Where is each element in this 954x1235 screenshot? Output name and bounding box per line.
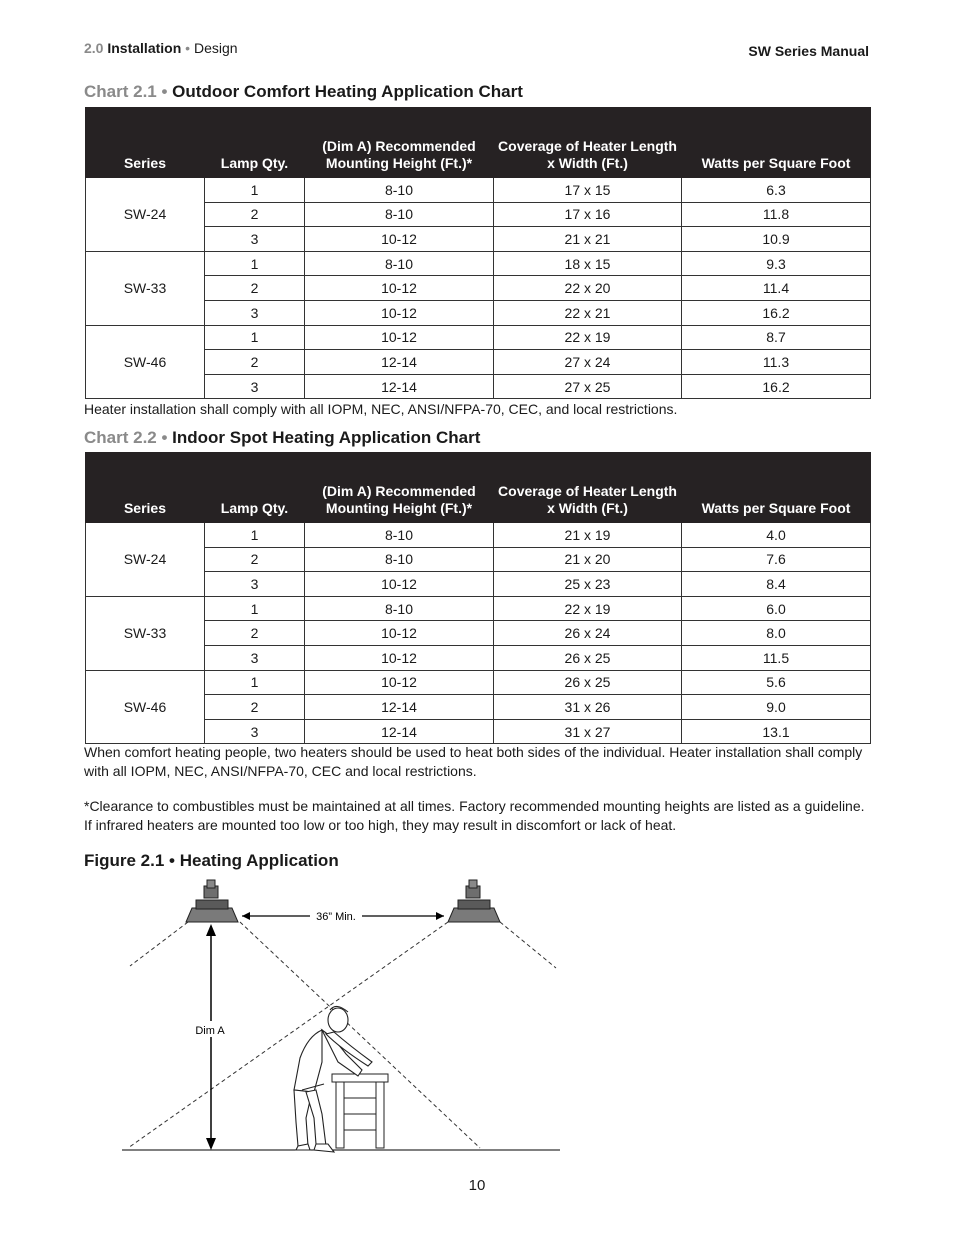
coverage-cell: 21 x 21: [494, 227, 682, 252]
coverage-cell: 22 x 20: [494, 276, 682, 301]
chart2-label: Chart 2.2 •: [84, 428, 168, 447]
subsection-name: Design: [193, 40, 238, 56]
coverage-cell: 31 x 27: [494, 719, 682, 744]
page-number: 10: [468, 1177, 486, 1194]
lamp-cell: 2: [205, 621, 305, 646]
section-breadcrumb: [84, 40, 238, 56]
coverage-cell: 22 x 21: [494, 300, 682, 325]
section-number: 2.0: [84, 40, 104, 56]
series-cell: SW-24: [86, 523, 205, 597]
column-header: Lamp Qty.: [205, 453, 305, 523]
heater-left: [186, 880, 238, 922]
coverage-cell: 18 x 15: [494, 251, 682, 276]
lamp-cell: 2: [205, 547, 305, 572]
coverage-line: [128, 922, 448, 1148]
chart1-note: Heater installation shall comply with all IOPM, NEC, ANSI/NFPA-70, CEC, and local restrictions.: [84, 401, 678, 417]
series-cell: SW-24: [86, 178, 205, 252]
lamp-cell: 1: [205, 523, 305, 548]
lamp-cell: 1: [205, 596, 305, 621]
height-cell: 12-14: [305, 374, 494, 399]
height-cell: 10-12: [305, 227, 494, 252]
height-cell: 8-10: [305, 202, 494, 227]
column-header: Coverage of Heater Length x Width (Ft.): [494, 108, 682, 178]
table-row: [86, 325, 871, 350]
watts-cell: 4.0: [682, 523, 871, 548]
height-cell: 10-12: [305, 572, 494, 597]
coverage-cell: 26 x 25: [494, 645, 682, 670]
column-header: Watts per Square Foot: [682, 108, 871, 178]
lamp-cell: 1: [205, 251, 305, 276]
height-cell: 8-10: [305, 523, 494, 548]
table-row: [86, 596, 871, 621]
lamp-cell: 3: [205, 227, 305, 252]
coverage-cell: 26 x 25: [494, 670, 682, 695]
height-cell: 10-12: [305, 300, 494, 325]
height-cell: 8-10: [305, 178, 494, 203]
lamp-cell: 3: [205, 645, 305, 670]
lamp-cell: 2: [205, 276, 305, 301]
watts-cell: 11.4: [682, 276, 871, 301]
height-cell: 8-10: [305, 251, 494, 276]
coverage-cell: 27 x 25: [494, 374, 682, 399]
clearance-note: *Clearance to combustibles must be maintained at all times. Factory recommended mounting heights are listed as a guideline. If infrared heaters are mounted too low or too high, they may result in discomfort or lack of heat.: [84, 798, 865, 833]
watts-cell: 6.3: [682, 178, 871, 203]
coverage-cell: 21 x 20: [494, 547, 682, 572]
coverage-line: [130, 922, 188, 966]
watts-cell: 5.6: [682, 670, 871, 695]
lamp-cell: 1: [205, 178, 305, 203]
figure-label: Figure 2.1 •: [84, 851, 175, 870]
watts-cell: 11.5: [682, 645, 871, 670]
coverage-cell: 27 x 24: [494, 350, 682, 375]
heater-right: [448, 880, 500, 922]
section-name: Installation: [107, 40, 182, 56]
watts-cell: 9.3: [682, 251, 871, 276]
height-cell: 8-10: [305, 596, 494, 621]
height-cell: 10-12: [305, 645, 494, 670]
column-header: Series: [86, 108, 205, 178]
lamp-cell: 2: [205, 202, 305, 227]
coverage-cell: 22 x 19: [494, 325, 682, 350]
height-cell: 10-12: [305, 670, 494, 695]
heating-application-figure: [100, 878, 580, 1168]
lamp-cell: 2: [205, 350, 305, 375]
watts-cell: 6.0: [682, 596, 871, 621]
manual-title: SW Series Manual: [748, 43, 869, 59]
lamp-cell: 1: [205, 670, 305, 695]
table-row: [86, 251, 871, 276]
series-cell: SW-33: [86, 251, 205, 325]
coverage-cell: 25 x 23: [494, 572, 682, 597]
chart1-title: Outdoor Comfort Heating Application Chart: [172, 82, 523, 101]
series-cell: SW-46: [86, 670, 205, 744]
series-cell: SW-46: [86, 325, 205, 399]
table-row: [86, 670, 871, 695]
column-header: Watts per Square Foot: [682, 453, 871, 523]
column-header: Lamp Qty.: [205, 108, 305, 178]
spacing-label: 36” Min.: [316, 911, 356, 923]
height-cell: 12-14: [305, 719, 494, 744]
lamp-cell: 1: [205, 325, 305, 350]
watts-cell: 13.1: [682, 719, 871, 744]
watts-cell: 11.8: [682, 202, 871, 227]
coverage-line: [500, 922, 556, 968]
height-cell: 10-12: [305, 325, 494, 350]
coverage-cell: 26 x 24: [494, 621, 682, 646]
coverage-cell: 17 x 16: [494, 202, 682, 227]
column-header: (Dim A) Recommended Mounting Height (Ft.)*: [305, 453, 494, 523]
height-cell: 12-14: [305, 350, 494, 375]
lamp-cell: 3: [205, 572, 305, 597]
breadcrumb-bullet: •: [185, 40, 191, 56]
table-row: [86, 523, 871, 548]
height-cell: 8-10: [305, 547, 494, 572]
watts-cell: 8.7: [682, 325, 871, 350]
outdoor-heating-table: [85, 107, 871, 399]
chart1-label: Chart 2.1 •: [84, 82, 168, 101]
height-cell: 10-12: [305, 276, 494, 301]
height-cell: 10-12: [305, 621, 494, 646]
coverage-cell: 17 x 15: [494, 178, 682, 203]
column-header: Series: [86, 453, 205, 523]
watts-cell: 9.0: [682, 695, 871, 720]
chart2-title: Indoor Spot Heating Application Chart: [172, 428, 481, 447]
coverage-cell: 22 x 19: [494, 596, 682, 621]
watts-cell: 7.6: [682, 547, 871, 572]
watts-cell: 11.3: [682, 350, 871, 375]
chart2-note: When comfort heating people, two heaters should be used to heat both sides of the individual. Heater installation shall comply with all IOPM, NEC, ANSI/NFPA-70, CEC and local restrictions.: [84, 744, 863, 779]
chart1-heading: [84, 82, 523, 102]
watts-cell: 8.0: [682, 621, 871, 646]
dim-a-label: Dim A: [195, 1025, 225, 1037]
height-cell: 12-14: [305, 695, 494, 720]
watts-cell: 16.2: [682, 300, 871, 325]
watts-cell: 8.4: [682, 572, 871, 597]
chart2-heading: [84, 428, 480, 448]
indoor-heating-table: [85, 452, 871, 744]
figure-heading: [84, 851, 339, 871]
lamp-cell: 2: [205, 695, 305, 720]
coverage-cell: 21 x 19: [494, 523, 682, 548]
series-cell: SW-33: [86, 596, 205, 670]
column-header: (Dim A) Recommended Mounting Height (Ft.)*: [305, 108, 494, 178]
workbench: [332, 1074, 388, 1148]
watts-cell: 16.2: [682, 374, 871, 399]
lamp-cell: 3: [205, 300, 305, 325]
lamp-cell: 3: [205, 374, 305, 399]
coverage-cell: 31 x 26: [494, 695, 682, 720]
table-row: [86, 178, 871, 203]
figure-title: Heating Application: [179, 851, 339, 870]
column-header: Coverage of Heater Length x Width (Ft.): [494, 453, 682, 523]
lamp-cell: 3: [205, 719, 305, 744]
watts-cell: 10.9: [682, 227, 871, 252]
